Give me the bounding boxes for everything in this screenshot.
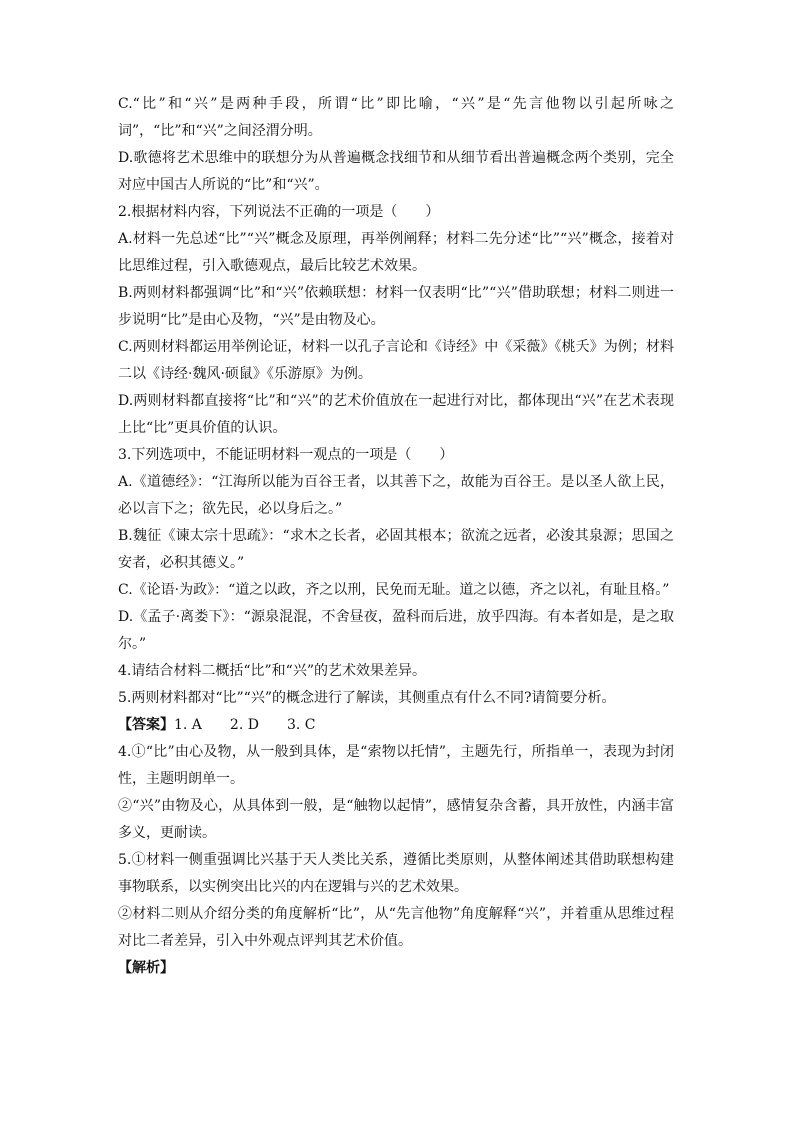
answer-label: 【答案】: [118, 717, 174, 733]
q4-answer-point-1: 4.①“比”由心及物，从一般到具体，是“索物以托情”，主题先行，所指单一，表现为封闭性，主题明朗单一。: [118, 744, 674, 787]
q3-option-d: D.《孟子·离娄下》：“源泉混混，不舍昼夜，盈科而后进，放乎四海。有本者如是，是之取尔。”: [118, 609, 674, 652]
answer-choices: 1. A 2. D 3. C: [174, 717, 316, 733]
q5-stem: 5.两则材料都对“比”“兴”的概念进行了解读，其侧重点有什么不同?请简要分析。: [118, 690, 616, 706]
q1-option-d: D.歌德将艺术思维中的联想分为从普遍概念找细节和从细节看出普遍概念两个类别，完全对应中国古人所说的“比”和“兴”。: [118, 150, 674, 193]
q4-answer-point-2: ②“兴”由物及心，从具体到一般，是“触物以起情”，感情复杂含蓄，具开放性，内涵丰富多义，更耐读。: [118, 798, 674, 841]
q1-option-c: C.“比”和“兴”是两种手段，所谓“比”即比喻，“兴”是“先言他物以引起所咏之词”，“比”和“兴”之间泾渭分明。: [118, 96, 674, 139]
q4-stem: 4.请结合材料二概括“比”和“兴”的艺术效果差异。: [118, 663, 426, 679]
q3-option-b: B.魏征《谏太宗十思疏》：“求木之长者，必固其根本；欲流之远者，必浚其泉源；思国之安者，必积其德义。”: [118, 528, 674, 571]
q2-option-d: D.两则材料都直接将“比”和“兴”的艺术价值放在一起进行对比，都体现出“兴”在艺术表现上比“比”更具价值的认识。: [118, 393, 674, 436]
q3-stem: 3.下列选项中，不能证明材料一观点的一项是（ ）: [118, 447, 454, 463]
q5-answer-point-2: ②材料二则从介绍分类的角度解析“比”，从“先言他物”角度解释“兴”，并着重从思维过程对比二者差异，引入中外观点评判其艺术价值。: [118, 906, 674, 949]
answer-line: [118, 712, 674, 739]
q3-option-a: A.《道德经》：“江海所以能为百谷王者，以其善下之，故能为百谷王。是以圣人欲上民，必以言下之；欲先民，必以身后之。”: [118, 474, 674, 517]
q2-option-a: A.材料一先总述“比”“兴”概念及原理，再举例阐释；材料二先分述“比”“兴”概念，接着对比思维过程，引入歌德观点，最后比较艺术效果。: [118, 231, 674, 274]
q2-option-b: B.两则材料都强调“比”和“兴”依赖联想：材料一仅表明“比”“兴”借助联想；材料二则进一步说明“比”是由心及物，“兴”是由物及心。: [118, 285, 674, 328]
document-page: [118, 91, 674, 982]
analysis-label: 【解析】: [118, 960, 174, 976]
q5-answer-point-1: 5.①材料一侧重强调比兴基于天人类比关系，遵循比类原则，从整体阐述其借助联想构建事物联系，以实例突出比兴的内在逻辑与兴的艺术效果。: [118, 852, 674, 895]
q3-option-c: C.《论语·为政》：“道之以政，齐之以刑，民免而无耻。道之以德，齐之以礼，有耻且格。”: [118, 582, 670, 598]
q2-stem: 2.根据材料内容，下列说法不正确的一项是（ ）: [118, 204, 440, 220]
q2-option-c: C.两则材料都运用举例论证，材料一以孔子言论和《诗经》中《采薇》《桃夭》为例；材料二以《诗经·魏风·硕鼠》《乐游原》为例。: [118, 339, 674, 382]
